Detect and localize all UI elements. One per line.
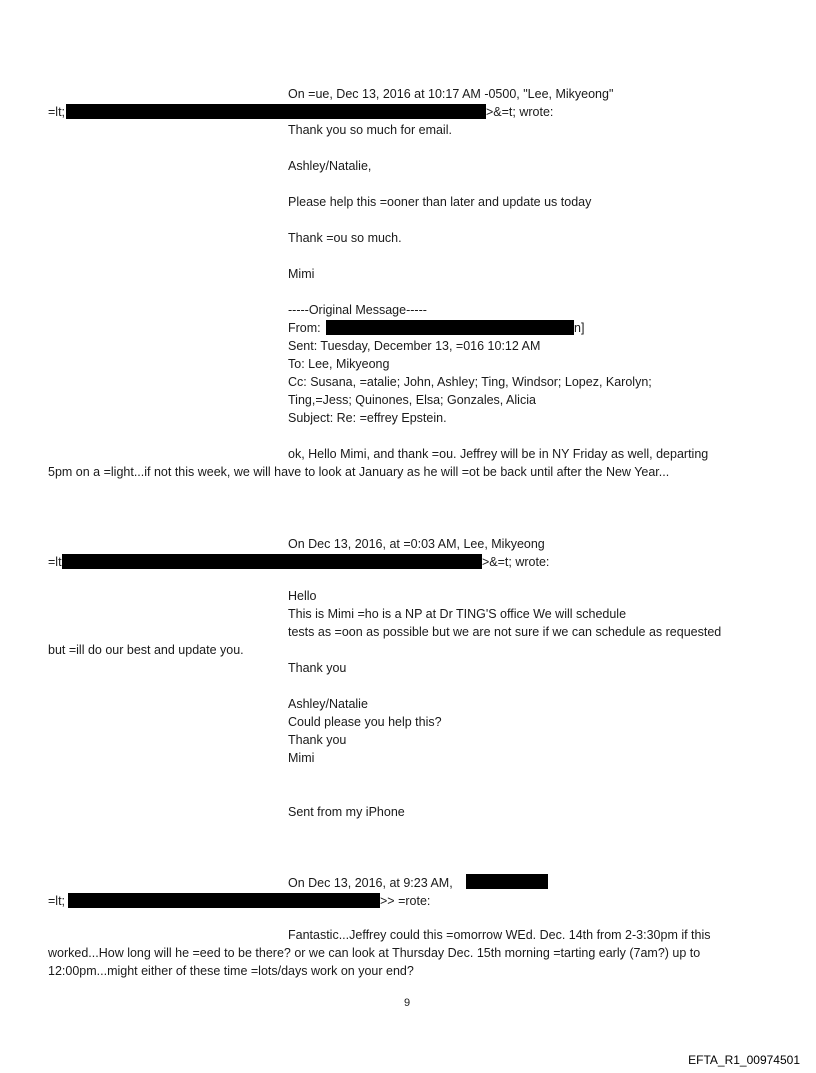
block2-header: On Dec 13, 2016, at =0:03 AM, Lee, Mikyeong: [288, 537, 545, 551]
block1-addr-suffix: >&=t; wrote:: [486, 105, 554, 119]
redaction-bar: [326, 320, 574, 335]
block1-line3: Please help this =ooner than later and update us today: [288, 195, 592, 209]
original-subject: Subject: Re: =effrey Epstein.: [288, 411, 447, 425]
original-cc-line2: Ting,=Jess; Quinones, Elsa; Gonzales, Alicia: [288, 393, 536, 407]
block2-sent-from: Sent from my iPhone: [288, 805, 405, 819]
original-from-suffix: n]: [574, 321, 585, 335]
block2-greeting: Hello: [288, 589, 317, 603]
original-from-label: From:: [288, 321, 321, 335]
block1-signature: Mimi: [288, 267, 315, 281]
original-body-line2: 5pm on a =light...if not this week, we will have to look at January as he will =ot be back until after the New Year...: [48, 465, 670, 479]
block1-header: On =ue, Dec 13, 2016 at 10:17 AM -0500, "Lee, Mikyeong": [288, 87, 614, 101]
redaction-bar: [466, 874, 548, 889]
document-id-footer: EFTA_R1_00974501: [688, 1053, 800, 1067]
block2-addr-suffix: >&=t; wrote:: [482, 555, 550, 569]
redaction-bar: [66, 104, 486, 119]
block2-thanks2: Thank you: [288, 733, 347, 747]
block3-body-line3: 12:00pm...might either of these time =lots/days work on your end?: [48, 964, 414, 978]
block2-line3: but =ill do our best and update you.: [48, 643, 244, 657]
block3-header: On Dec 13, 2016, at 9:23 AM,: [288, 876, 453, 890]
original-body-line1: ok, Hello Mimi, and thank =ou. Jeffrey will be in NY Friday as well, departing: [288, 447, 709, 461]
block2-ashley: Ashley/Natalie: [288, 697, 368, 711]
block3-body-line1: Fantastic...Jeffrey could this =omorrow WEd. Dec. 14th from 2-3:30pm if this: [288, 928, 711, 942]
block3-addr-prefix: =lt;: [48, 894, 66, 908]
block2-signature: Mimi: [288, 751, 315, 765]
block2-addr-prefix: =lt: [48, 555, 62, 569]
original-cc-line1: Cc: Susana, =atalie; John, Ashley; Ting, Windsor; Lopez, Karolyn;: [288, 375, 652, 389]
page-number: 9: [404, 997, 411, 1009]
redaction-bar: [62, 554, 482, 569]
block2-could: Could please you help this?: [288, 715, 442, 729]
block1-addr-prefix: =lt;: [48, 105, 66, 119]
block1-line1: Thank you so much for email.: [288, 123, 452, 137]
block1-line4: Thank =ou so much.: [288, 231, 402, 245]
block1-line2: Ashley/Natalie,: [288, 159, 372, 173]
block3-addr-suffix: >> =rote:: [380, 894, 431, 908]
original-to: To: Lee, Mikyeong: [288, 357, 390, 371]
original-message-divider: -----Original Message-----: [288, 303, 427, 317]
redaction-bar: [68, 893, 380, 908]
block2-line1: This is Mimi =ho is a NP at Dr TING'S office We will schedule: [288, 607, 627, 621]
block2-thanks: Thank you: [288, 661, 347, 675]
original-sent: Sent: Tuesday, December 13, =016 10:12 AM: [288, 339, 541, 353]
block2-line2: tests as =oon as possible but we are not sure if we can schedule as requested: [288, 625, 722, 639]
block3-body-line2: worked...How long will he =eed to be there? or we can look at Thursday Dec. 15th morning =tarting early (7am?) up to: [48, 946, 701, 960]
